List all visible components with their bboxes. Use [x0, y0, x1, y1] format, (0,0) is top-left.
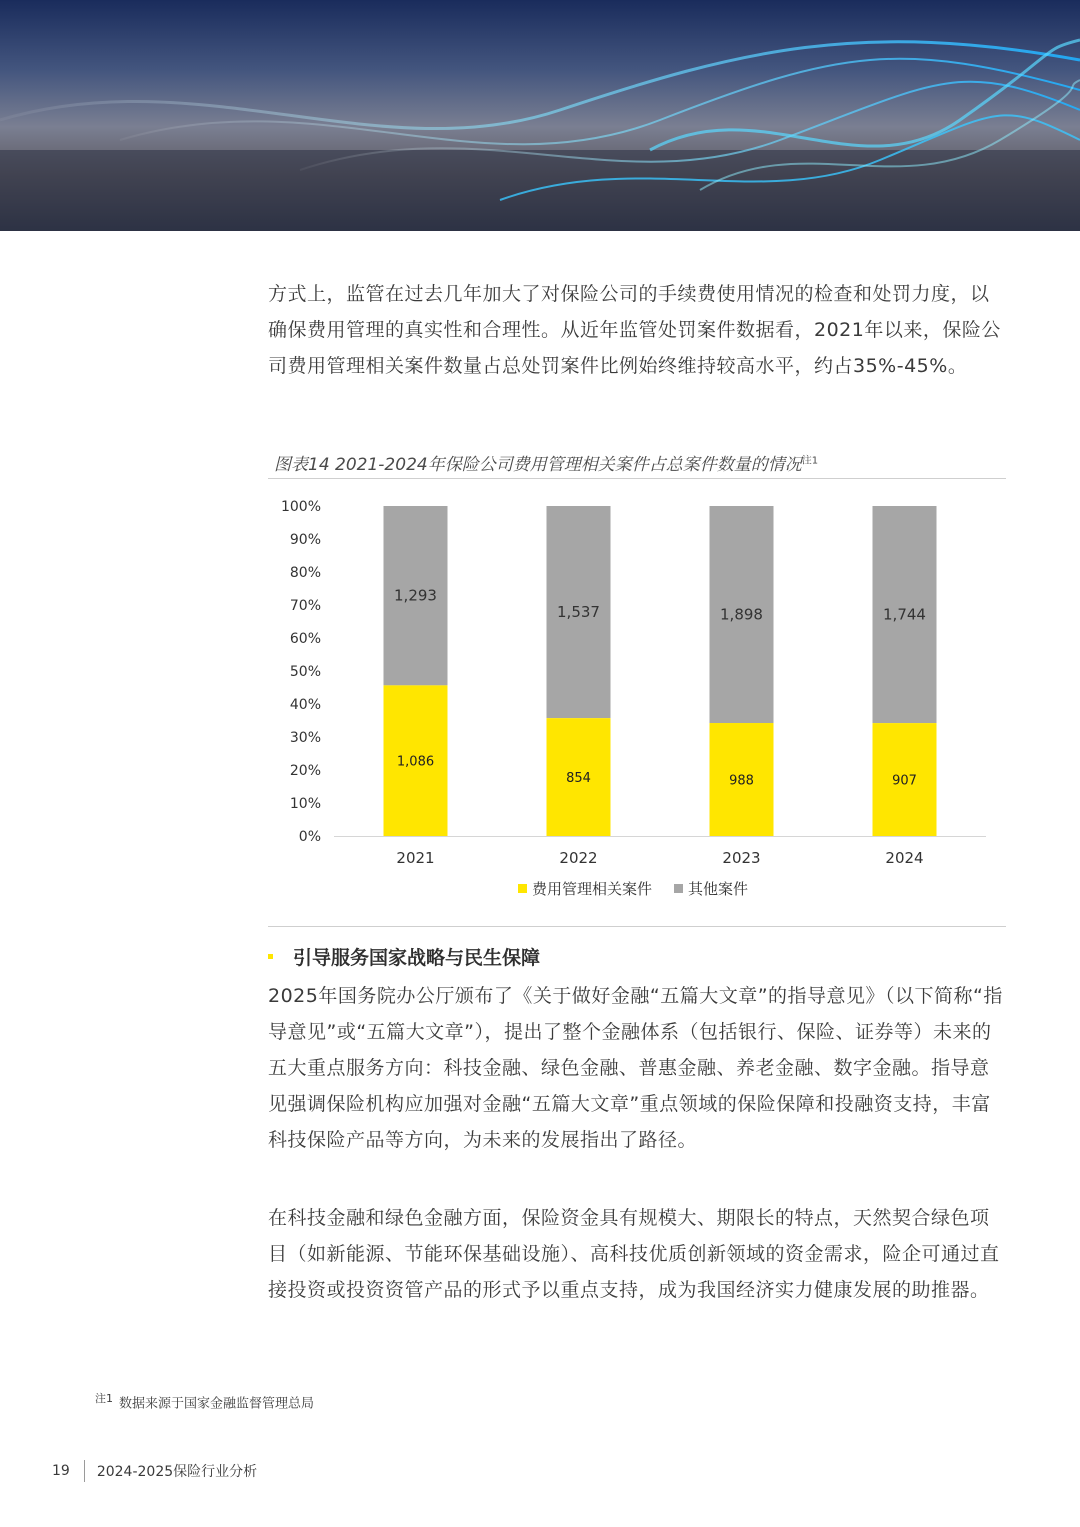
y-tick-label: 50%: [289, 664, 321, 680]
page-footer: [52, 1460, 257, 1482]
x-tick-label: 2024: [885, 849, 924, 867]
legend-swatch-other: [674, 884, 683, 893]
footnote: [95, 1390, 314, 1411]
intro-paragraph: 方式上，监管在过去几年加大了对保险公司的手续费使用情况的检查和处罚力度，以确保费用管理的真实性和合理性。从近年监管处罚案件数据看，2021年以来，保险公司费用管理相关案件数量占总处罚案件比例始终维持较高水平，约占35%-45%。: [268, 283, 1001, 377]
x-tick-label: 2021: [396, 849, 435, 867]
bullet-marker: [268, 954, 273, 959]
y-tick-label: 10%: [289, 796, 321, 812]
chart-top-divider: [268, 478, 1006, 479]
y-tick-label: 70%: [289, 598, 321, 614]
legend-label-other: 其他案件: [688, 880, 749, 898]
document-title: 2024-2025保险行业分析: [96, 1464, 258, 1480]
paragraph-investment: 在科技金融和绿色金融方面，保险资金具有规模大、期限长的特点，天然契合绿色项目（如新能源、节能环保基础设施）、高科技优质创新领域的资金需求，险企可通过直接投资或投资资管产品的形式予以重点支持，成为我国经济实力健康发展的助推器。: [268, 1207, 1000, 1301]
page-number: 19: [52, 1463, 70, 1479]
data-label-other: 1,293: [394, 586, 437, 605]
chart-bottom-divider: [268, 926, 1006, 927]
data-label-other: 1,898: [720, 605, 763, 624]
y-tick-label: 90%: [289, 532, 321, 548]
y-tick-label: 0%: [298, 829, 321, 845]
chart-title-text: 图表14 2021-2024年保险公司费用管理相关案件占总案件数量的情况: [274, 455, 802, 475]
footnote-text: 数据来源于国家金融监督管理总局: [119, 1396, 315, 1412]
x-tick-label: 2022: [559, 849, 598, 867]
paragraph-directive: 2025年国务院办公厅颁布了《关于做好金融“五篇大文章”的指导意见》（以下简称“指导意见”或“五篇大文章”），提出了整个金融体系（包括银行、保险、证券等）未来的五大重点服务方向：科技金融、绿色金融、普惠金融、养老金融、数字金融。指导意见强调保险机构应加强对金融“五篇大文章”重点领域的保险保障和投融资支持，丰富科技保险产品等方向，为未来的发展指出了路径。: [268, 985, 1003, 1151]
data-label-other: 1,744: [883, 605, 926, 624]
section-heading: 引导服务国家战略与民生保障: [293, 947, 541, 969]
y-tick-label: 20%: [289, 763, 321, 779]
header-banner-image: [0, 0, 1080, 231]
y-tick-label: 40%: [289, 697, 321, 713]
footer-separator: [84, 1460, 85, 1482]
y-tick-label: 100%: [280, 499, 321, 515]
data-label-expense: 1,086: [396, 754, 435, 770]
data-label-expense: 988: [729, 773, 754, 789]
y-tick-label: 30%: [289, 730, 321, 746]
footnote-mark: 注1: [95, 1392, 113, 1405]
y-tick-label: 60%: [289, 631, 321, 647]
chart-title-note: 注1: [801, 455, 819, 467]
chart-title: [274, 450, 818, 475]
y-tick-label: 80%: [289, 565, 321, 581]
wave-light-illustration: [0, 0, 1080, 231]
data-label-expense: 907: [892, 773, 917, 789]
x-tick-label: 2023: [722, 849, 761, 867]
legend-swatch-expense: [518, 884, 527, 893]
legend-label-expense: 费用管理相关案件: [532, 880, 653, 898]
stacked-bar-chart: [268, 480, 1008, 920]
data-label-other: 1,537: [557, 603, 600, 622]
data-label-expense: 854: [566, 771, 591, 787]
